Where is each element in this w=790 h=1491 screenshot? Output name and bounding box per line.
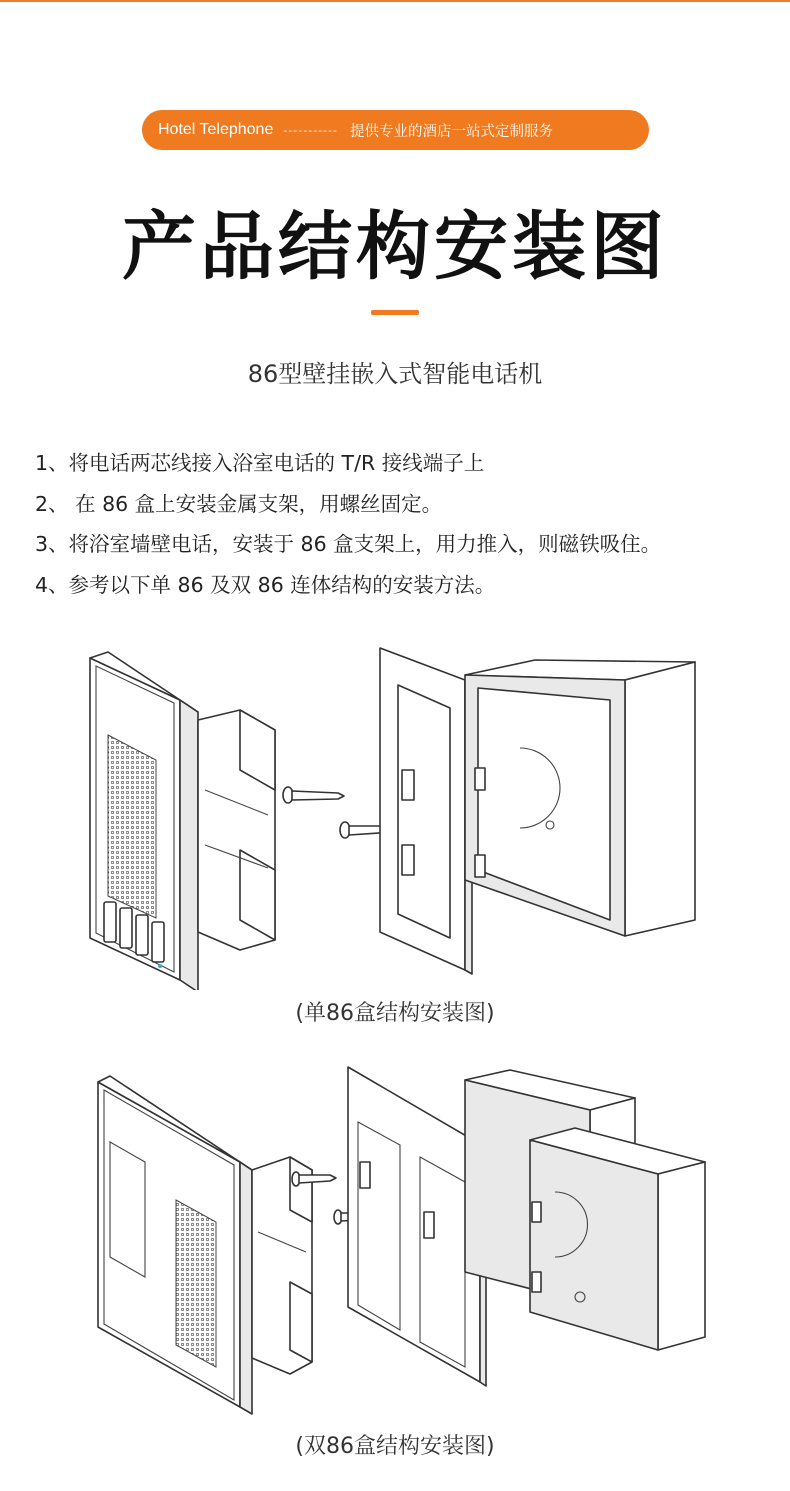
step-4: 4、参考以下单 86 及双 86 连体结构的安装方法。	[35, 572, 496, 597]
double-box-diagram	[90, 1062, 720, 1422]
screw-upper	[283, 787, 344, 803]
header-banner	[142, 110, 649, 150]
phone-rear-module	[198, 710, 275, 950]
screw-top	[292, 1172, 336, 1186]
step-3: 3、将浴室墙壁电话，安装于 86 盒支架上，用力推入，则磁铁吸住。	[35, 532, 662, 556]
installation-steps	[35, 448, 785, 610]
86-box	[465, 660, 695, 936]
double-rear-module	[252, 1157, 312, 1374]
page-subtitle: 86型壁挂嵌入式智能电话机	[247, 360, 543, 388]
page-title: 产品结构安装图	[122, 204, 668, 290]
banner-english: Hotel Telephone	[158, 121, 274, 138]
title-underline	[371, 310, 419, 315]
double-phone-panel	[98, 1076, 252, 1414]
banner-slogan: 提供专业的酒店一站式定制服务	[350, 123, 554, 140]
single-box-diagram	[80, 640, 710, 990]
phone-panel	[90, 652, 198, 990]
banner-separator: -----------	[283, 123, 339, 137]
double-86-box-front	[530, 1128, 705, 1350]
speaker-grille-double	[176, 1200, 216, 1367]
top-accent-line	[0, 0, 790, 2]
speaker-grille	[108, 735, 156, 918]
double-box-caption: (双86盒结构安装图)	[295, 1434, 495, 1459]
step-2: 2、 在 86 盒上安装金属支架，用螺丝固定。	[35, 491, 443, 516]
indicator-led	[158, 964, 162, 968]
single-box-caption: (单86盒结构安装图)	[295, 1001, 495, 1026]
step-1: 1、将电话两芯线接入浴室电话的 T/R 接线端子上	[35, 451, 485, 475]
mounting-bracket	[380, 648, 472, 974]
